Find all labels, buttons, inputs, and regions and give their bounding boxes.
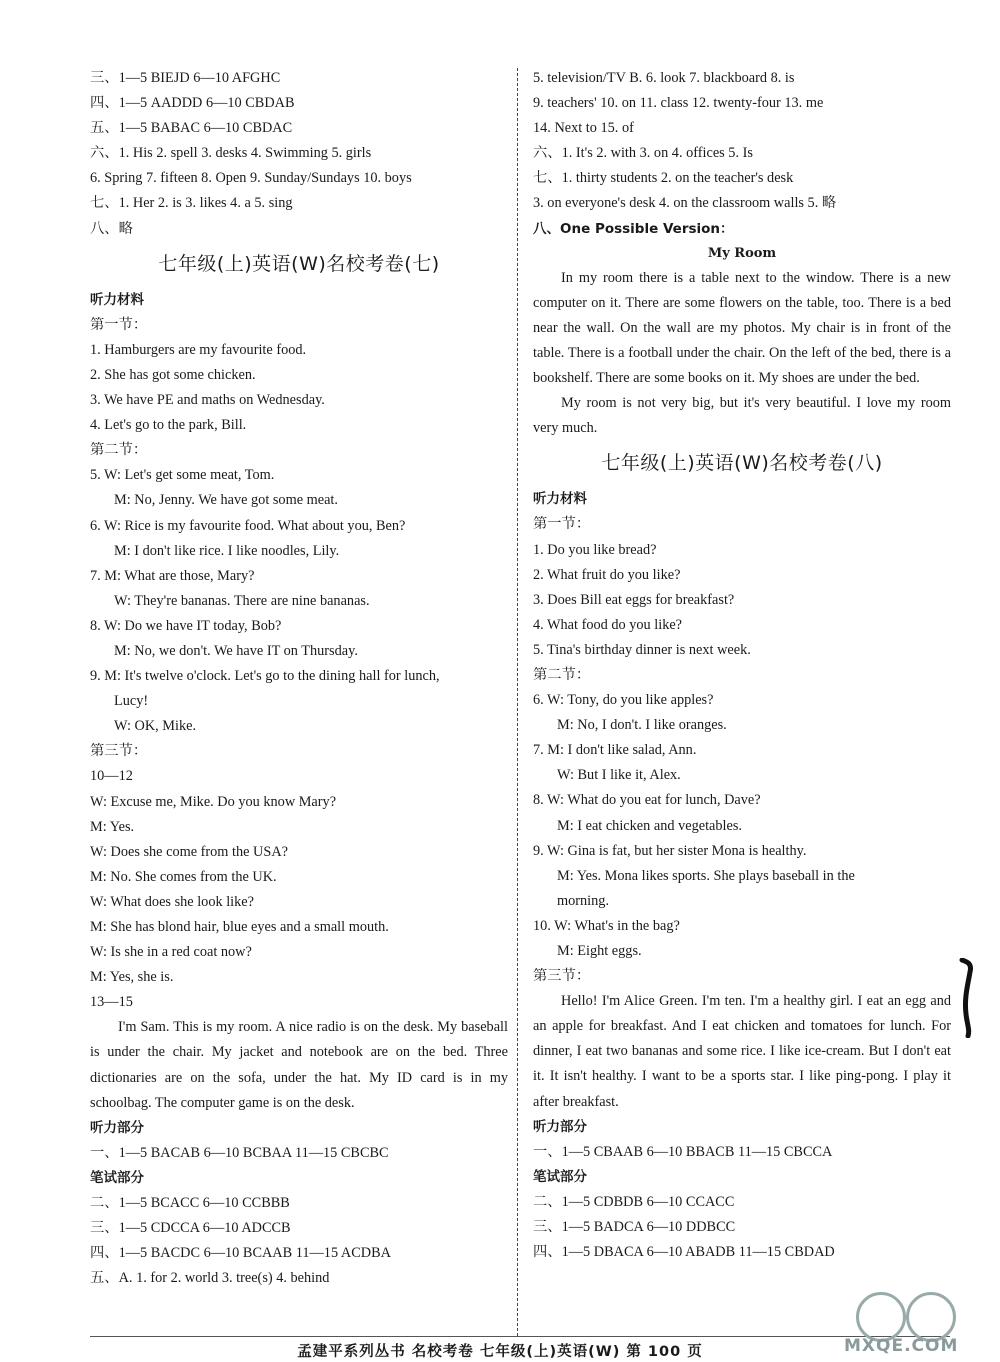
answer-line: 四、1—5 DBACA 6—10 ABADB 11—15 CBDAD [533, 1244, 835, 1261]
answer-line: 四、1—5 BACDC 6—10 BCAAB 11—15 ACDBA [90, 1245, 391, 1262]
site-watermark [836, 1292, 986, 1356]
answer-line: 5. Tina's birthday dinner is next week. [533, 641, 751, 658]
answer-line: 五、A. 1. for 2. world 3. tree(s) 4. behind [90, 1270, 330, 1287]
right-column [533, 66, 951, 1265]
answer-line: 三、1—5 BIEJD 6—10 AFGHC [90, 70, 281, 86]
answer-line: 8. W: Do we have IT today, Bob? [90, 617, 282, 634]
answer-line: 6. W: Rice is my favourite food. What about you, Ben? [90, 517, 406, 534]
answer-line: W: Does she come from the USA? [90, 843, 288, 860]
ink-smudge [958, 958, 976, 1038]
dialogue-line: M: No, I don't. I like oranges. [557, 717, 727, 734]
answer-line: 第一节： [533, 516, 591, 533]
dialogue-line: W: OK, Mike. [114, 718, 197, 735]
dialogue-line: M: I eat chicken and vegetables. [557, 817, 742, 834]
answer-line: 五、1—5 BABAC 6—10 CBDAC [90, 120, 293, 137]
answer-line: 10. W: What's in the bag? [533, 917, 680, 934]
answer-line: 7. M: What are those, Mary? [90, 567, 255, 584]
answer-line: 六、1. His 2. spell 3. desks 4. Swimming 5. girls [90, 145, 372, 162]
section-title: 七年级(上)英语(W)名校考卷(七) [158, 252, 440, 275]
answer-line: 5. television/TV B. 6. look 7. blackboard 8. is [533, 70, 795, 86]
answer-line: 3. on everyone's desk 4. on the classroom walls 5. 略 [533, 195, 837, 212]
answer-line: 1. Do you like bread? [533, 541, 657, 558]
dialogue-line: M: Yes. Mona likes sports. She plays baseball in the [557, 867, 855, 884]
section-label: 笔试部分 [533, 1168, 587, 1185]
answer-line: 2. What fruit do you like? [533, 566, 681, 583]
answer-line: W: What does she look like? [90, 893, 254, 910]
answer-line: 二、1—5 BCACC 6—10 CCBBB [90, 1195, 290, 1212]
dialogue-line: W: But I like it, Alex. [557, 767, 681, 784]
footer-rule [90, 1336, 950, 1337]
answer-line: 第二节： [90, 442, 148, 459]
answer-line: 4. Let's go to the park, Bill. [90, 417, 247, 434]
answer-line: 一、1—5 CBAAB 6—10 BBACB 11—15 CBCCA [533, 1143, 833, 1160]
dialogue-line: M: No, Jenny. We have got some meat. [114, 492, 338, 509]
section-label: 八、One Possible Version： [533, 220, 734, 237]
answer-line: M: No. She comes from the UK. [90, 868, 277, 885]
answer-line: 8. W: What do you eat for lunch, Dave? [533, 792, 761, 809]
passage-paragraph: Hello! I'm Alice Green. I'm ten. I'm a healthy girl. I eat an egg and an apple for breakfast. And I eat chicken and tomatoes for lunch. For dinner, I eat two bananas and some rice. I like ice-cream. But I don't eat it. It isn't healthy. I want to be a sports star. I like ping-pong. I play it after breakfast. [533, 993, 951, 1110]
answer-line: 13—15 [90, 994, 133, 1011]
answer-line: 一、1—5 BACAB 6—10 BCBAA 11—15 CBCBC [90, 1144, 389, 1161]
answer-line: 七、1. thirty students 2. on the teacher's desk [533, 170, 794, 187]
answer-line: 第一节： [90, 316, 148, 333]
answer-line: 3. We have PE and maths on Wednesday. [90, 392, 325, 409]
dialogue-line: W: They're bananas. There are nine bananas. [114, 592, 370, 609]
answer-line: 10—12 [90, 768, 133, 785]
answer-line: 9. teachers' 10. on 11. class 12. twenty-four 13. me [533, 95, 824, 112]
answer-line: 第二节： [533, 666, 591, 683]
passage-paragraph: My room is not very big, but it's very beautiful. I love my room very much. [533, 395, 951, 437]
answer-line: 7. M: I don't like salad, Ann. [533, 742, 697, 759]
answer-line: 六、1. It's 2. with 3. on 4. offices 5. Is [533, 145, 753, 162]
passage-paragraph: I'm Sam. This is my room. A nice radio is on the desk. My baseball is under the chair. My jacket and notebook are on the bed. Three dictionaries are on the sofa, under the hat. My ID card is in my schoolbag. The computer game is on the desk. [90, 1019, 508, 1111]
answer-line: 2. She has got some chicken. [90, 366, 256, 383]
watermark-text: MXQE.COM [844, 1336, 959, 1356]
answer-line: M: Yes, she is. [90, 969, 174, 986]
dialogue-line: M: No, we don't. We have IT on Thursday. [114, 642, 358, 659]
answer-line: 5. W: Let's get some meat, Tom. [90, 467, 275, 484]
section-label: 听力部分 [533, 1118, 587, 1135]
answer-line: M: Yes. [90, 818, 135, 835]
dialogue-line: morning. [557, 892, 610, 909]
watermark-circle-icon [856, 1292, 906, 1342]
answer-line: 八、略 [90, 220, 133, 237]
answer-line: 9. W: Gina is fat, but her sister Mona is healthy. [533, 842, 807, 859]
answer-line: M: She has blond hair, blue eyes and a small mouth. [90, 919, 389, 935]
dialogue-line: M: I don't like rice. I like noodles, Lily. [114, 542, 340, 559]
answer-line: 14. Next to 15. of [533, 120, 634, 137]
left-column [90, 66, 508, 1291]
answer-line: 6. W: Tony, do you like apples? [533, 692, 714, 709]
column-divider [517, 68, 518, 1336]
dialogue-line: M: Eight eggs. [557, 943, 642, 959]
section-label: 听力材料 [533, 491, 587, 508]
answer-line: W: Is she in a red coat now? [90, 944, 252, 961]
essay-title: My Room [707, 245, 777, 261]
answer-line: 4. What food do you like? [533, 616, 683, 633]
answer-line: 1. Hamburgers are my favourite food. [90, 341, 307, 358]
section-title: 七年级(上)英语(W)名校考卷(八) [601, 452, 883, 475]
section-label: 听力部分 [90, 1119, 144, 1136]
page-footer: 孟建平系列丛书 名校考卷 七年级(上)英语(W) 第 100 页 [297, 1344, 703, 1360]
answer-line: 9. M: It's twelve o'clock. Let's go to the dining hall for lunch, [90, 668, 440, 685]
section-label: 听力材料 [90, 291, 144, 308]
answer-line: 第三节： [533, 968, 591, 985]
answer-line: 6. Spring 7. fifteen 8. Open 9. Sunday/Sundays 10. boys [90, 170, 412, 187]
answer-line: 三、1—5 CDCCA 6—10 ADCCB [90, 1220, 291, 1237]
answer-line: 三、1—5 BADCA 6—10 DDBCC [533, 1219, 736, 1236]
answer-line: 四、1—5 AADDD 6—10 CBDAB [90, 95, 295, 112]
answer-line: 第三节： [90, 743, 148, 760]
section-label: 笔试部分 [90, 1169, 144, 1186]
answer-line: W: Excuse me, Mike. Do you know Mary? [90, 793, 337, 810]
answer-line: 二、1—5 CDBDB 6—10 CCACC [533, 1193, 735, 1210]
dialogue-line: Lucy! [114, 693, 149, 710]
passage-paragraph: In my room there is a table next to the window. There is a new computer on it. There are some flowers on the table, too. There is a bed near the wall. On the wall are my photos. My chair is in front of the table. There is a football under the chair. On the left of the bed, there is a bookshelf. There are some books on it. My shoes are under the bed. [533, 269, 951, 387]
watermark-circle-icon [906, 1292, 956, 1342]
answer-line: 七、1. Her 2. is 3. likes 4. a 5. sing [90, 195, 293, 212]
answer-line: 3. Does Bill eat eggs for breakfast? [533, 591, 735, 608]
